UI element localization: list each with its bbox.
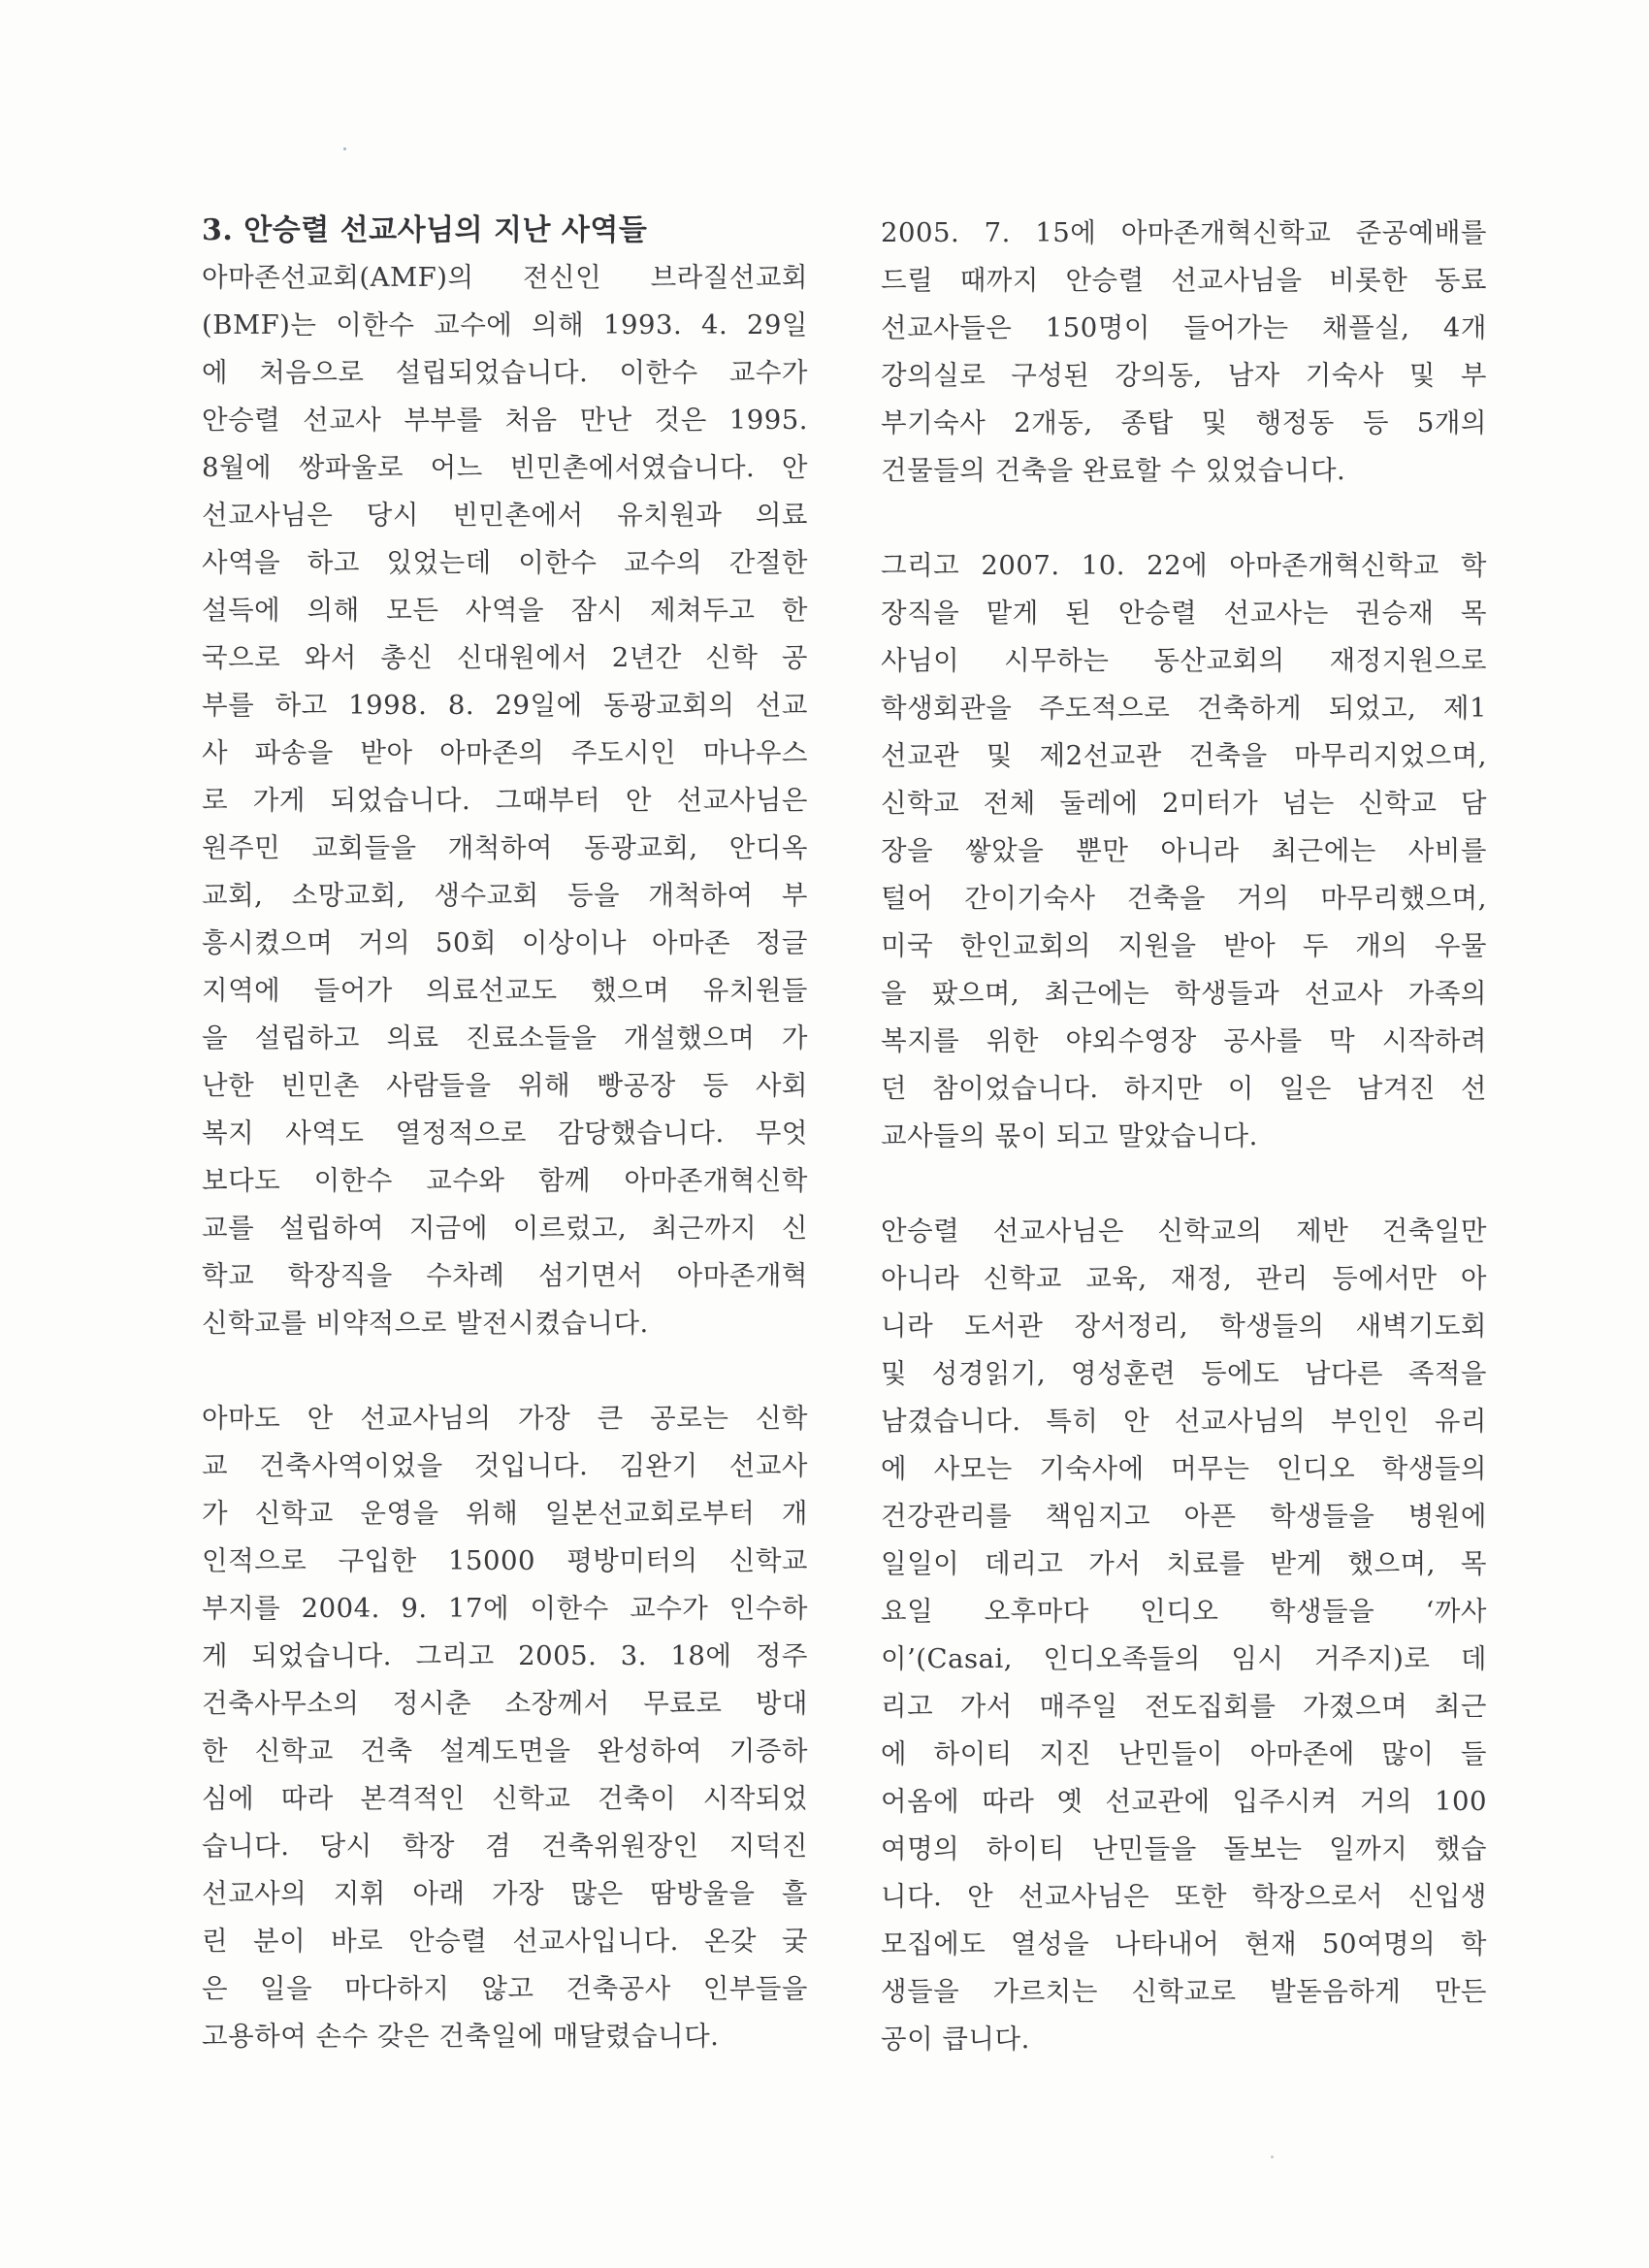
text-line: 사역을 하고 있었는데 이한수 교수의 간절한: [202, 547, 808, 578]
text-line: 에 하이티 지진 난민들이 아마존에 많이 들: [881, 1738, 1487, 1769]
paragraph-gap: [202, 1347, 808, 1395]
text-line: 난한 빈민촌 사람들을 위해 빵공장 등 사회: [202, 1070, 808, 1101]
text-line: 신학교를 비약적으로 발전시켰습니다.: [202, 1308, 649, 1339]
text-line: 선교사님은 당시 빈민촌에서 유치원과 의료: [202, 500, 808, 531]
text-line: 털어 간이기숙사 건축을 거의 마무리했으며,: [881, 883, 1487, 914]
text-line: 인적으로 구입한 15000 평방미터의 신학교: [202, 1545, 808, 1576]
text-line: 니다. 안 선교사님은 또한 학장으로서 신입생: [881, 1881, 1487, 1912]
text-line: 안승렬 선교사 부부를 처음 만난 것은 1995.: [202, 405, 808, 436]
text-line: 선교사의 지휘 아래 가장 많은 땀방울을 흘: [202, 1878, 808, 1909]
text-line: 리고 가서 매주일 전도집회를 가졌으며 최근: [881, 1691, 1487, 1722]
text-line: 린 분이 바로 안승렬 선교사입니다. 온갖 궂: [202, 1926, 808, 1957]
paragraph-gap: [881, 495, 1487, 542]
text-line: 여명의 하이티 난민들을 돌보는 일까지 했습: [881, 1833, 1487, 1864]
paragraph-4: [881, 542, 1487, 1160]
text-line: 복지 사역도 열정적으로 감당했습니다. 무엇: [202, 1118, 808, 1149]
text-line: 남겼습니다. 특히 안 선교사님의 부인인 유리: [881, 1406, 1487, 1437]
text-line: 에 처음으로 설립되었습니다. 이한수 교수가: [202, 357, 808, 388]
text-line: 생들을 가르치는 신학교로 발돋음하게 만든: [881, 1976, 1487, 2007]
text-line: 드릴 때까지 안승렬 선교사님을 비롯한 동료: [881, 265, 1487, 296]
text-line: 안승렬 선교사님은 신학교의 제반 건축일만: [881, 1215, 1487, 1247]
text-line: 습니다. 당시 학장 겸 건축위원장인 지덕진: [202, 1831, 808, 1862]
text-line: 사 파송을 받아 아마존의 주도시인 마나우스: [202, 737, 808, 768]
text-line: 건축사무소의 정시춘 소장께서 무료로 방대: [202, 1688, 808, 1719]
text-line: 2005. 7. 15에 아마존개혁신학교 준공예배를: [881, 217, 1487, 248]
text-line: 이’(Casai, 인디오족들의 임시 거주지)로 데: [881, 1643, 1487, 1674]
text-line: 한 신학교 건축 설계도면을 완성하여 기증하: [202, 1735, 808, 1766]
text-line: 교사들의 몫이 되고 말았습니다.: [881, 1120, 1258, 1151]
text-line: 강의실로 구성된 강의동, 남자 기숙사 및 부: [881, 360, 1487, 391]
text-line: 심에 따라 본격적인 신학교 건축이 시작되었: [202, 1783, 808, 1814]
paragraph-5: [881, 1208, 1487, 2063]
text-line: 니라 도서관 장서정리, 학생들의 새벽기도회: [881, 1311, 1487, 1342]
text-line: 교를 설립하여 지금에 이르렀고, 최근까지 신: [202, 1213, 808, 1244]
text-line: 건물들의 건축을 완료할 수 있었습니다.: [881, 455, 1346, 486]
right-column: [881, 210, 1487, 2063]
text-line: 사님이 시무하는 동산교회의 재정지원으로: [881, 645, 1487, 676]
text-line: 은 일을 마다하지 않고 건축공사 인부들을: [202, 1973, 808, 2004]
text-line: 8월에 쌍파울로 어느 빈민촌에서였습니다. 안: [202, 452, 808, 483]
text-line: 신학교 전체 둘레에 2미터가 넘는 신학교 담: [881, 788, 1487, 819]
paragraph-2: [202, 1395, 808, 2060]
section-heading: 3. 안승렬 선교사님의 지난 사역들: [202, 213, 648, 247]
text-line: 일일이 데리고 가서 치료를 받게 했으며, 목: [881, 1548, 1487, 1579]
left-column: [202, 207, 808, 2060]
text-line: 국으로 와서 총신 신대원에서 2년간 신학 공: [202, 642, 808, 673]
text-line: 아마존선교회(AMF)의 전신인 브라질선교회: [202, 262, 808, 293]
text-line: 건강관리를 책임지고 아픈 학생들을 병원에: [881, 1501, 1487, 1532]
text-line: 을 설립하고 의료 진료소들을 개설했으며 가: [202, 1022, 808, 1053]
text-line: 보다도 이한수 교수와 함께 아마존개혁신학: [202, 1165, 808, 1196]
text-line: 고용하여 손수 갖은 건축일에 매달렸습니다.: [202, 2021, 720, 2052]
text-line: 선교사들은 150명이 들어가는 채플실, 4개: [881, 312, 1487, 343]
text-line: 지역에 들어가 의료선교도 했으며 유치원들: [202, 975, 808, 1006]
text-line: 장을 쌓았을 뿐만 아니라 최근에는 사비를: [881, 835, 1487, 866]
text-line: 모집에도 열성을 나타내어 현재 50여명의 학: [881, 1928, 1487, 1960]
text-line: 부를 하고 1998. 8. 29일에 동광교회의 선교: [202, 690, 808, 721]
text-line: 흥시켰으며 거의 50회 이상이나 아마존 정글: [202, 927, 808, 958]
text-line: 아마도 안 선교사님의 가장 큰 공로는 신학: [202, 1403, 808, 1434]
text-line: 공이 큽니다.: [881, 2024, 1030, 2055]
text-line: 교 건축사역이었을 것입니다. 김완기 선교사: [202, 1450, 808, 1481]
scan-speck: [1271, 2155, 1274, 2158]
text-line: 을 팠으며, 최근에는 학생들과 선교사 가족의: [881, 978, 1487, 1009]
text-line: 에 사모는 기숙사에 머무는 인디오 학생들의: [881, 1453, 1487, 1484]
text-line: 게 되었습니다. 그리고 2005. 3. 18에 정주: [202, 1640, 808, 1671]
text-line: 부기숙사 2개동, 종탑 및 행정동 등 5개의: [881, 407, 1487, 438]
text-line: 장직을 맡게 된 안승렬 선교사는 권승재 목: [881, 598, 1487, 629]
text-line: 아니라 신학교 교육, 재정, 관리 등에서만 아: [881, 1263, 1487, 1294]
text-line: 원주민 교회들을 개척하여 동광교회, 안디옥: [202, 832, 808, 863]
text-line: 로 가게 되었습니다. 그때부터 안 선교사님은: [202, 785, 808, 816]
text-line: 부지를 2004. 9. 17에 이한수 교수가 인수하: [202, 1593, 808, 1624]
text-line: 가 신학교 운영을 위해 일본선교회로부터 개: [202, 1498, 808, 1529]
text-line: (BMF)는 이한수 교수에 의해 1993. 4. 29일: [202, 309, 808, 340]
scan-speck: [343, 147, 346, 150]
text-line: 교회, 소망교회, 생수교회 등을 개척하여 부: [202, 880, 808, 911]
text-line: 요일 오후마다 인디오 학생들을 ‘까사: [881, 1596, 1487, 1627]
text-line: 학교 학장직을 수차례 섬기면서 아마존개혁: [202, 1260, 808, 1291]
text-line: 미국 한인교회의 지원을 받아 두 개의 우물: [881, 930, 1487, 961]
paragraph-1: [202, 254, 808, 1347]
paragraph-gap: [881, 1160, 1487, 1208]
text-line: 및 성경읽기, 영성훈련 등에도 남다른 족적을: [881, 1358, 1487, 1389]
text-line: 학생회관을 주도적으로 건축하게 되었고, 제1: [881, 693, 1487, 724]
text-line: 그리고 2007. 10. 22에 아마존개혁신학교 학: [881, 550, 1487, 581]
paragraph-3: [881, 210, 1487, 495]
text-line: 복지를 위한 야외수영장 공사를 막 시작하려: [881, 1025, 1487, 1056]
text-line: 어옴에 따라 옛 선교관에 입주시켜 거의 100: [881, 1786, 1487, 1817]
text-line: 던 참이었습니다. 하지만 이 일은 남겨진 선: [881, 1073, 1487, 1104]
text-line: 설득에 의해 모든 사역을 잠시 제쳐두고 한: [202, 595, 808, 626]
text-line: 선교관 및 제2선교관 건축을 마무리지었으며,: [881, 740, 1487, 771]
